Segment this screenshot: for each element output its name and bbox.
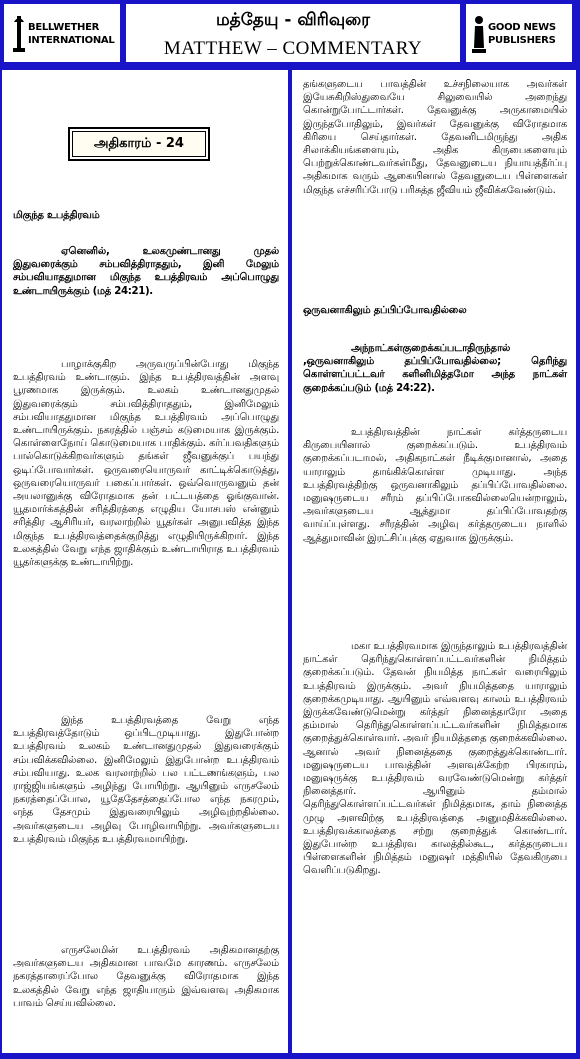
section-heading: ஒருவனாகிலும் தப்பிப்போவதில்லை [303,305,467,316]
right-logo-line1: GOOD NEWS [488,22,556,33]
title-tamil: மத்தேயு - விரிவுரை [215,10,371,30]
bellwether-logo [12,14,114,54]
scripture-quote: அந்நாட்கள்குறைக்கப்படாதிருந்தால் ,ஒருவனாகிலும் தப்பிப்போவதில்லை; தெரிந்து கொள்ளப்பட்டவர் களினிமித்தமோ அந்த நாட்கள் குறைக்கப்படும் (மத் 24:22). [303,343,567,394]
left-column [2,70,288,1053]
paragraph: இந்த உபத்திரவத்தை வேறு எந்த உபத்திரவத்தோடும் ஒப்பிடமுடியாது. இதுபோன்ற உபத்திரவம் உலகம் உண்டானதுமுதல் இதுவரைக்கும் சம்பவிக்கவில்லை. இனிமேலும் இதுபோன்ற உபத்திரவம் சம்பவியாது. உலக வரலாற்றில் பல பட்டணங்களும், பல ராஜ்ஜியங்களும் அழிந்து போயிற்று. ஆயினும் எருசலேம் நகரத்தைப்போல, யூதேதேசத்தைப்போல எந்த நகரமும், எந்த தேசமும் இதுவரையிலும் அழிவுற்றதில்லை. அவர்களுடைய அழிவு போழிவாயிற்று. அவர்களுடைய உபத்திரவம் மிகுந்த உபத்திரவமாயிற்று. [13,715,279,845]
paragraph: உபத்திரவத்தின் நாட்கள் கர்த்தருடைய கிருபையினால் குறைக்கப்படும். உபத்திரவம் குறைக்கப்படாமல், அதிகநாட்கள் நீடிக்குமானால், அதை யாராலும் தாங்கிக்கொள்ள முடியாது. அந்த உபத்திரவத்திற்கு ஒருவனாகிலும் தப்பிப்போவதில்லை. மனுஷருடைய சரீரம் தப்பிப்போகவில்லையென்றாலும், அவர்களுடைய ஆத்துமா தப்பிப்போவதற்கு வாய்ப்புள்ளது. சரீரத்தின் அழிவு கர்த்தருடைய நாளில் ஆத்துமாவின் இரட்சிப்புக்கு ஏதுவாக இருக்கும். [303,427,567,544]
section-heading: மிகுந்த உபத்திரவம் [13,210,100,221]
paragraph: மகா உபத்திரவமாக இருந்தாலும் உபத்திரவத்தின் நாட்கள் தெரிந்துகொள்ளப்பட்டவர்களின் நிமித்தம் குறைக்கப்படும். தேவன் நியமித்த நாட்கள் வரையிலும் உபத்திரவம் இருக்கும். அவர் நியமித்ததை யாராலும் குறைக்கமுடியாது. ஆயினும் எவ்வளவு காலம் உபத்திரவம் இருக்கவேண்டுமென்று கர்த்தர் நினைத்தாரோ அதை தம்மால் தெரிந்துகொள்ளப்பட்டவர்களின் நிமித்தமாக குறைத்துக்கொள்வார். அவர் நியமித்ததை குறைக்கவில்லை. ஆனால் அவர் நினைத்ததை குறைத்துக்கொண்டார். மனுஷருடைய பாவத்தின் அளவுக்கேற்ற பிரகாரம், மனுஷருக்கு உபத்திரவம் வரவேண்டுமென்று கர்த்தர் நினைத்தார். ஆயினும் தம்மால் தெரிந்துகொள்ளப்பட்டவர்கள் நிமித்தமாக, தாம் நினைத்த முழு அளவிற்கு உபத்திரவத்தை அனுமதிக்கவில்லை. உபத்திரவக்காலத்தை சற்று குறைத்துக் கொண்டார். இதுபோன்ற உபத்திரவ காலத்தில்கூட, கர்த்தருடைய பிள்ளைகளின் நிமித்தம் மனுஷர் மத்தியில் தேவகிருபை வெளிப்படுகிறது. [303,641,567,877]
chapter-label: அதிகாரம் - 24 [72,131,206,157]
title-box [124,2,462,64]
paragraph: பாழாக்குகிற அருவருப்பின்போது மிகுந்த உபத்திரவம் உண்டாகும். இந்த உபத்திரவத்தின் அளவு பூரணமாக இருக்கும். உலகம் உண்டானதுமுதல் இதுவரைக்கும் சம்பவித்திராததும், இனிமேலும் சம்பவியாததுமான மிகுந்த உபத்திரவம் அப்பொழுது உண்டாயிருக்கும். நகரத்தில் பஞ்சம் கடுமையாக இருக்கும். கொள்ளைநோய் கொடுமையாக பாதிக்கும். கர்ப்பவதிகளும் பால்கொடுக்கிறவர்களும் தங்கள் ஜீவனுக்குப் பயந்து ஒடிப்போவார்கள். ஒருவரையொருவர் காட்டிக்கொடுத்து, ஒருவரையொருவர் பகைப்பார்கள். ஒவ்வொருவனும் தன் அயலானுக்கு விரோதமாக தன் பட்டயத்தை ஓங்குவான். யூதமார்க்கத்தின் சரித்திரத்தை எழுதிய யோசபஸ் என்னும் சரித்திர ஆசிரியர், வரலாற்றில் யூதர்கள் அனுபவித்த இந்த மிகுந்த உபத்திரவத்தைக்குறித்து எழுதியிருக்கிறார். இந்த உலகத்தில் வேறு எந்த ஜாதிக்கும் உண்டாயிராத உபத்திரவம் யூதர்களுக்கு உண்டாயிற்று. [13,359,279,569]
right-column [292,70,576,1053]
header-bar [2,2,574,68]
chapter-box [68,127,210,161]
left-logo-line2: INTERNATIONAL [28,35,115,46]
left-logo-box [2,2,122,64]
herald-icon [472,14,486,54]
right-logo-line2: PUBLISHERS [488,35,556,46]
paragraph: தங்களுடைய பாவத்தின் உச்சநிலையாக அவர்கள் இயேசுகிறிஸ்துவையே சிலுவையில் அறைந்து கொன்றுபோட்டார்கள். தேவனுக்கு அருகாமையில் இருந்தபோதிலும், இவர்கள் தேவனுக்கு விரோதமாக கிரியை செய்தார்கள். தேவனிடமிருந்து அதிக சிலாக்கியங்களையும், அதிக கிருபைகளையும் பெற்றுக்கொண்டவர்கள்மீது, தேவனுடைய நியாயத்தீர்ப்பு அதிகமாக வரும் ஆகையினால் தேவனுடைய பிள்ளைகள் மிகுந்த எச்சரிப்போடு பரிசுத்த ஜீவியம் ஜீவிக்கவேண்டும். [303,79,567,196]
left-logo-line1: BELLWETHER [28,22,100,33]
paragraph: எருசலேமின் உபத்திரவம் அதிகமானதற்கு அவர்களுடைய அதிகமான பாவமே காரணம். எருசலேம் நகரத்தாரைப்போல தேவனுக்கு விரோதமாக இந்த உலகத்தில் வேறு எந்த ஜாதியாரும் இவ்வளவு அதிகமாக பாவம் செய்யவில்லை. [13,945,279,1009]
scripture-quote: ஏனெனில், உலகமுண்டானது முதல் இதுவரைக்கும் சம்பவித்திராததும், இனி மேலும் சம்பவியாததுமான மிகுந்த உபத்திரவம் அப்பொழுது உண்டாயிருக்கும் (மத் 24:21). [13,246,279,297]
right-logo-box [464,2,574,64]
ram-icon [12,14,26,54]
good-news-logo [472,14,556,54]
title-english: MATTHEW – COMMENTARY [163,38,423,59]
